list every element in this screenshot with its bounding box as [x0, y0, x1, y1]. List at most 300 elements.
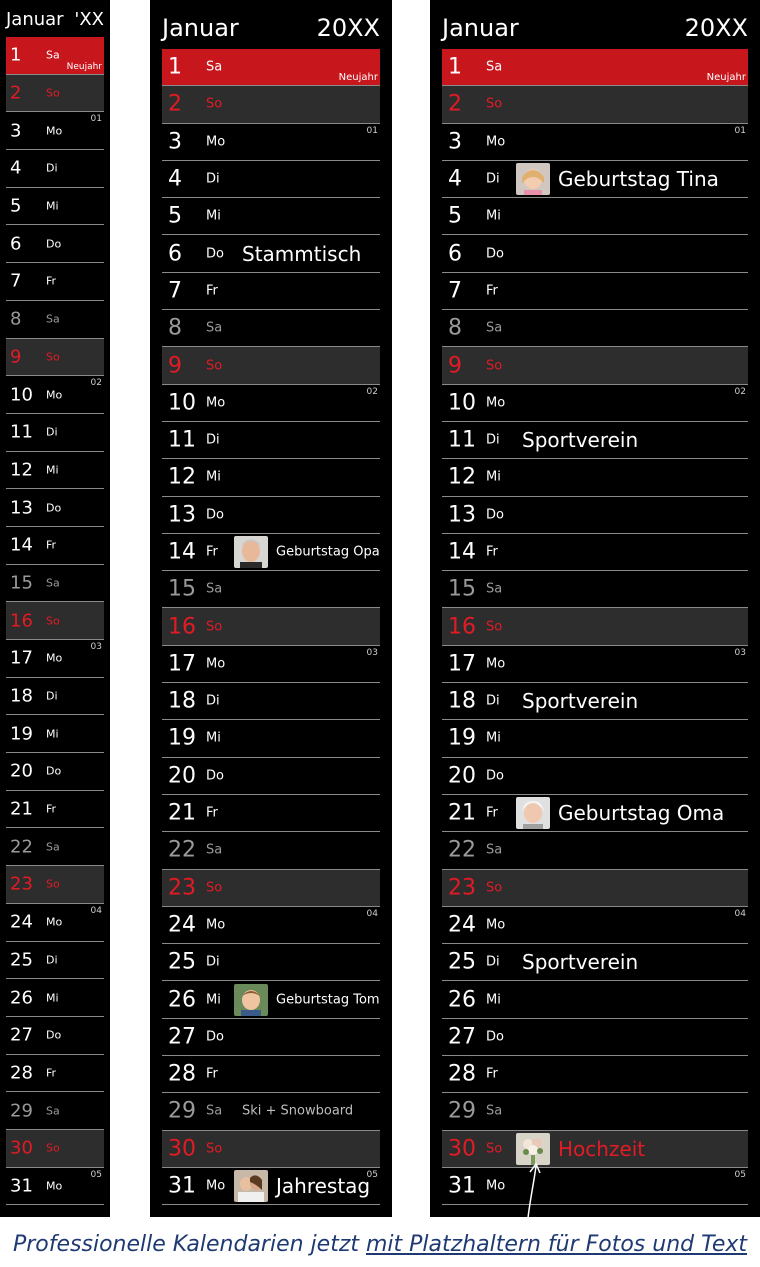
day-row: [6, 640, 104, 678]
weekday-label: Mi: [206, 469, 221, 485]
day-number: 7: [448, 278, 462, 304]
day-row: [162, 795, 380, 832]
day-number: 28: [10, 1062, 33, 1084]
day-number: 9: [448, 353, 462, 379]
day-row: [162, 385, 380, 422]
day-number: 27: [10, 1024, 33, 1046]
day-row: [442, 832, 748, 869]
day-row: [6, 1168, 104, 1206]
day-number: 4: [448, 166, 462, 192]
day-number: 29: [448, 1098, 476, 1124]
weekday-label: Sa: [486, 581, 503, 597]
day-number: 12: [10, 459, 33, 481]
weekday-label: Mo: [486, 395, 506, 411]
day-row: [162, 459, 380, 496]
day-row: [6, 489, 104, 527]
day-number: 18: [448, 688, 476, 714]
day-number: 19: [168, 725, 196, 751]
event-text: Geburtstag Tina: [558, 167, 719, 192]
day-number: 30: [448, 1136, 476, 1162]
year-label: 20XX: [684, 14, 748, 42]
event-text: Geburtstag Oma: [558, 801, 725, 826]
weekday-label: So: [486, 880, 503, 896]
day-number: 25: [168, 949, 196, 975]
day-row: [6, 376, 104, 414]
day-row: [442, 870, 748, 907]
event-text: Sportverein: [522, 950, 639, 975]
calendar-panel-medium: [150, 0, 392, 1217]
day-row: [442, 534, 748, 571]
day-number: 10: [448, 390, 476, 416]
weekday-label: Fr: [206, 1066, 218, 1082]
day-number: 6: [168, 241, 182, 267]
weekday-label: So: [206, 96, 223, 112]
weekday-label: Sa: [46, 576, 60, 590]
weekday-label: So: [46, 86, 60, 100]
weekday-label: Mo: [46, 124, 63, 138]
day-row: [442, 459, 748, 496]
day-number: 12: [448, 464, 476, 490]
panel-header: [6, 0, 104, 36]
day-number: 19: [448, 725, 476, 751]
weekday-label: So: [206, 1141, 223, 1157]
day-row: [6, 188, 104, 226]
weekday-label: Sa: [46, 840, 60, 854]
weekday-label: Sa: [206, 320, 223, 336]
day-row: [442, 1168, 748, 1205]
week-number: 04: [90, 905, 102, 916]
day-number: 20: [448, 763, 476, 789]
weekday-label: Fr: [486, 1066, 498, 1082]
day-number: 8: [168, 315, 182, 341]
weekday-label: So: [46, 614, 60, 628]
day-number: 22: [448, 837, 476, 863]
day-number: 21: [448, 800, 476, 826]
day-row: [442, 385, 748, 422]
day-number: 3: [168, 129, 182, 155]
week-number: 02: [90, 378, 102, 389]
weekday-label: Mo: [486, 134, 506, 150]
promo-caption: [0, 1232, 760, 1257]
weekday-label: Di: [46, 953, 58, 967]
day-row: [442, 795, 748, 832]
day-row: [442, 571, 748, 608]
day-row: [442, 422, 748, 459]
weekday-label: So: [486, 358, 503, 374]
day-row: [162, 198, 380, 235]
day-row: [442, 981, 748, 1018]
day-number: 31: [168, 1173, 196, 1199]
day-number: 1: [168, 54, 182, 80]
day-row: [442, 198, 748, 235]
day-number: 20: [10, 760, 33, 782]
day-row: [442, 683, 748, 720]
weekday-label: Mi: [486, 992, 501, 1008]
week-number: 05: [90, 1169, 102, 1180]
day-number: 26: [10, 987, 33, 1009]
day-row: [6, 678, 104, 716]
weekday-label: Fr: [46, 802, 57, 816]
event-text: Geburtstag Tom: [276, 992, 380, 1008]
day-row: [442, 646, 748, 683]
day-number: 15: [448, 576, 476, 602]
weekday-label: Sa: [206, 581, 223, 597]
caption-link[interactable]: mit Platzhaltern für Fotos und Text: [366, 1232, 748, 1257]
weekday-label: Fr: [486, 544, 498, 560]
day-number: 26: [448, 987, 476, 1013]
day-number: 30: [10, 1137, 33, 1159]
day-number: 16: [168, 614, 196, 640]
week-number: 02: [734, 386, 746, 397]
weekday-label: Do: [46, 764, 62, 778]
day-row: [6, 150, 104, 188]
weekday-label: So: [46, 350, 60, 364]
day-row: [162, 1056, 380, 1093]
day-list: [6, 37, 104, 1205]
day-number: 26: [168, 987, 196, 1013]
day-number: 25: [10, 949, 33, 971]
weekday-label: Mo: [46, 915, 63, 929]
day-row: [162, 86, 380, 123]
day-row: [162, 497, 380, 534]
day-number: 2: [168, 91, 182, 117]
day-number: 24: [448, 912, 476, 938]
weekday-label: So: [206, 619, 223, 635]
weekday-label: Mi: [486, 730, 501, 746]
day-number: 7: [10, 270, 22, 292]
weekday-label: Fr: [486, 805, 498, 821]
weekday-label: Mo: [46, 388, 63, 402]
weekday-label: Mo: [206, 134, 226, 150]
day-number: 30: [168, 1136, 196, 1162]
day-row: [6, 1017, 104, 1055]
weekday-label: Mo: [206, 395, 226, 411]
day-row: [442, 310, 748, 347]
day-number: 24: [10, 911, 33, 933]
week-number: 03: [734, 647, 746, 658]
week-number: 04: [734, 908, 746, 919]
day-row: [6, 602, 104, 640]
weekday-label: Mo: [486, 656, 506, 672]
weekday-label: Mi: [46, 727, 59, 741]
weekday-label: So: [46, 877, 60, 891]
weekday-label: Di: [486, 693, 500, 709]
event-text: Sportverein: [522, 689, 639, 714]
week-number: 03: [366, 647, 378, 658]
day-number: 13: [10, 497, 33, 519]
day-row: [6, 828, 104, 866]
girl-photo: [516, 163, 550, 195]
day-row: [6, 1055, 104, 1093]
month-title: Januar: [162, 14, 239, 42]
day-number: 27: [448, 1024, 476, 1050]
day-row: [6, 715, 104, 753]
day-row: [6, 263, 104, 301]
day-number: 15: [10, 572, 33, 594]
week-number: 01: [366, 125, 378, 136]
day-row: [6, 904, 104, 942]
day-number: 31: [10, 1175, 33, 1197]
weekday-label: Mo: [486, 917, 506, 933]
weekday-label: Di: [46, 161, 58, 175]
day-number: 9: [10, 346, 22, 368]
day-row: [442, 124, 748, 161]
weekday-label: Sa: [206, 1103, 223, 1119]
event-text: Ski + Snowboard: [242, 1103, 354, 1119]
weekday-label: Do: [486, 1029, 504, 1045]
day-number: 19: [10, 723, 33, 745]
day-list: [162, 49, 380, 1205]
day-row: [162, 1168, 380, 1205]
grandma-photo: [516, 797, 550, 829]
day-row: [442, 720, 748, 757]
day-number: 28: [448, 1061, 476, 1087]
day-row: [6, 753, 104, 791]
day-number: 21: [10, 798, 33, 820]
day-number: 21: [168, 800, 196, 826]
day-row: [6, 414, 104, 452]
weekday-label: Sa: [486, 59, 503, 75]
weekday-label: Do: [486, 246, 504, 262]
couple-photo: [234, 1170, 268, 1202]
day-number: 23: [448, 875, 476, 901]
day-row: [442, 1093, 748, 1130]
weekday-label: Do: [46, 237, 62, 251]
day-number: 15: [168, 576, 196, 602]
day-row: [162, 683, 380, 720]
day-row: [162, 832, 380, 869]
day-row: [162, 235, 380, 272]
day-row: [162, 907, 380, 944]
day-row: [162, 534, 380, 571]
weekday-label: So: [486, 619, 503, 635]
day-number: 13: [168, 502, 196, 528]
day-number: 22: [10, 836, 33, 858]
day-row: [442, 944, 748, 981]
weekday-label: Fr: [46, 274, 57, 288]
day-row: [162, 1131, 380, 1168]
event-text: Stammtisch: [242, 241, 362, 266]
day-number: 10: [10, 384, 33, 406]
weekday-label: Mo: [486, 1178, 506, 1194]
day-row: [442, 907, 748, 944]
weekday-label: Do: [486, 507, 504, 523]
day-row: [6, 979, 104, 1017]
month-title: Januar: [442, 14, 519, 42]
day-row: [442, 86, 748, 123]
day-number: 4: [10, 157, 22, 179]
day-number: 9: [168, 353, 182, 379]
weekday-label: Mi: [486, 208, 501, 224]
day-number: 3: [10, 120, 22, 142]
day-number: 31: [448, 1173, 476, 1199]
weekday-label: So: [206, 880, 223, 896]
holiday-name: Neujahr: [338, 72, 378, 84]
weekday-label: Mo: [206, 1178, 226, 1194]
day-number: 20: [168, 763, 196, 789]
week-number: 04: [366, 908, 378, 919]
weekday-label: Sa: [206, 842, 223, 858]
weekday-label: So: [486, 1141, 503, 1157]
day-row: [6, 339, 104, 377]
day-row: [6, 1092, 104, 1130]
day-row: [162, 720, 380, 757]
weekday-label: Mi: [486, 469, 501, 485]
weekday-label: Di: [206, 432, 220, 448]
weekday-label: Do: [206, 246, 224, 262]
calendar-panel-wide: [430, 0, 760, 1217]
day-number: 8: [448, 315, 462, 341]
day-number: 5: [10, 195, 22, 217]
grandpa-photo: [234, 536, 268, 568]
day-row: [6, 1130, 104, 1168]
day-row: [6, 37, 104, 75]
boy-photo: [234, 984, 268, 1016]
week-number: 05: [734, 1169, 746, 1180]
day-row: [162, 124, 380, 161]
weekday-label: Di: [486, 171, 500, 187]
day-row: [442, 161, 748, 198]
day-row: [162, 347, 380, 384]
day-number: 14: [168, 539, 196, 565]
weekday-label: Di: [206, 693, 220, 709]
day-row: [162, 422, 380, 459]
weekday-label: Mi: [206, 208, 221, 224]
weekday-label: Sa: [486, 842, 503, 858]
day-number: 3: [448, 129, 462, 155]
weekday-label: Fr: [206, 544, 218, 560]
day-row: [442, 347, 748, 384]
day-number: 28: [168, 1061, 196, 1087]
weekday-label: Di: [46, 425, 58, 439]
day-row: [6, 527, 104, 565]
weekday-label: So: [486, 96, 503, 112]
event-text: Geburtstag Opa: [276, 544, 380, 560]
day-row: [162, 758, 380, 795]
day-list: [442, 49, 748, 1205]
month-title: Januar: [6, 9, 64, 30]
day-number: 18: [10, 685, 33, 707]
day-number: 13: [448, 502, 476, 528]
year-label: 20XX: [316, 14, 380, 42]
weekday-label: Fr: [46, 1066, 57, 1080]
day-number: 5: [168, 203, 182, 229]
calendar-panel-narrow: [0, 0, 110, 1217]
day-number: 17: [448, 651, 476, 677]
day-number: 1: [10, 44, 22, 66]
day-row: [162, 49, 380, 86]
weekday-label: Fr: [486, 283, 498, 299]
weekday-label: Di: [46, 689, 58, 703]
day-row: [162, 310, 380, 347]
day-number: 16: [448, 614, 476, 640]
day-row: [6, 942, 104, 980]
weekday-label: Fr: [46, 538, 57, 552]
day-row: [162, 646, 380, 683]
day-row: [162, 944, 380, 981]
weekday-label: Do: [206, 507, 224, 523]
weekday-label: Mi: [206, 992, 221, 1008]
day-number: 11: [168, 427, 196, 453]
day-row: [442, 235, 748, 272]
weekday-label: Mo: [206, 917, 226, 933]
weekday-label: Mi: [46, 199, 59, 213]
day-number: 4: [168, 166, 182, 192]
day-number: 6: [10, 233, 22, 255]
weekday-label: Mo: [46, 651, 63, 665]
day-row: [6, 565, 104, 603]
weekday-label: Mo: [206, 656, 226, 672]
day-number: 2: [10, 82, 22, 104]
day-row: [162, 273, 380, 310]
day-number: 14: [448, 539, 476, 565]
day-number: 23: [10, 873, 33, 895]
day-row: [442, 608, 748, 645]
day-row: [162, 161, 380, 198]
weekday-label: Do: [206, 1029, 224, 1045]
day-row: [442, 273, 748, 310]
panel-header: [442, 0, 748, 48]
day-number: 23: [168, 875, 196, 901]
day-number: 18: [168, 688, 196, 714]
day-row: [442, 49, 748, 86]
day-number: 17: [168, 651, 196, 677]
weekday-label: Fr: [206, 283, 218, 299]
day-row: [162, 870, 380, 907]
day-number: 8: [10, 308, 22, 330]
day-number: 6: [448, 241, 462, 267]
day-number: 25: [448, 949, 476, 975]
day-row: [162, 1019, 380, 1056]
weekday-label: Mi: [206, 730, 221, 746]
day-row: [6, 791, 104, 829]
weekday-label: Di: [206, 954, 220, 970]
day-number: 7: [168, 278, 182, 304]
day-row: [162, 981, 380, 1018]
weekday-label: Do: [486, 768, 504, 784]
day-row: [442, 1019, 748, 1056]
weekday-label: Di: [486, 954, 500, 970]
weekday-label: So: [206, 358, 223, 374]
weekday-label: Sa: [46, 312, 60, 326]
day-number: 2: [448, 91, 462, 117]
day-row: [6, 452, 104, 490]
day-row: [6, 301, 104, 339]
pointer-arrow-icon: [520, 1160, 550, 1217]
weekday-label: Fr: [206, 805, 218, 821]
weekday-label: Sa: [46, 48, 60, 62]
weekday-label: Do: [206, 768, 224, 784]
weekday-label: Mi: [46, 463, 59, 477]
weekday-label: Sa: [486, 1103, 503, 1119]
day-row: [442, 497, 748, 534]
weekday-label: Sa: [206, 59, 223, 75]
event-text: Sportverein: [522, 428, 639, 453]
holiday-name: Neujahr: [706, 72, 746, 84]
weekday-label: Di: [486, 432, 500, 448]
day-number: 16: [10, 610, 33, 632]
weekday-label: Di: [206, 171, 220, 187]
day-row: [6, 866, 104, 904]
day-number: 5: [448, 203, 462, 229]
day-number: 22: [168, 837, 196, 863]
day-number: 14: [10, 534, 33, 556]
week-number: 05: [366, 1169, 378, 1180]
day-row: [442, 1131, 748, 1168]
holiday-name: Neujahr: [66, 61, 102, 72]
weekday-label: So: [46, 1141, 60, 1155]
weekday-label: Do: [46, 501, 62, 515]
